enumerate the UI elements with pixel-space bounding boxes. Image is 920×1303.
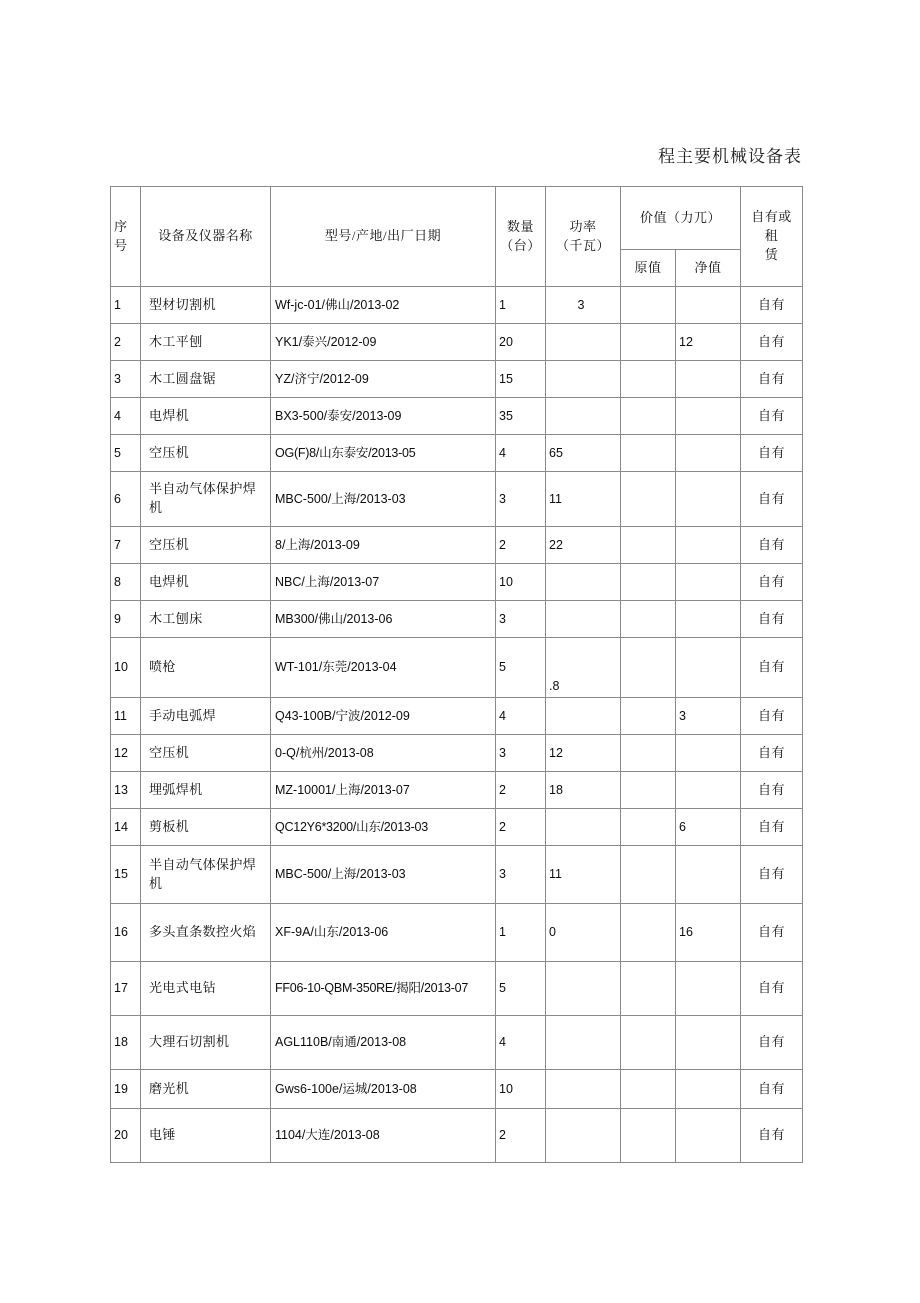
table-row xyxy=(111,435,803,472)
cell-value-net xyxy=(676,1109,741,1163)
cell-model: MZ-10001/上海/2013-07 xyxy=(271,772,496,809)
table-row xyxy=(111,698,803,735)
column-header-value-original: 原值 xyxy=(621,250,676,287)
table-row xyxy=(111,564,803,601)
cell-no: 7 xyxy=(111,527,141,564)
cell-no: 4 xyxy=(111,398,141,435)
cell-power: .8 xyxy=(546,638,621,698)
cell-model: YK1/泰兴/2012-09 xyxy=(271,324,496,361)
cell-name: 剪板机 xyxy=(141,809,271,846)
cell-quantity: 3 xyxy=(496,472,546,527)
column-header-value-net: 净值 xyxy=(676,250,741,287)
cell-quantity: 5 xyxy=(496,638,546,698)
cell-ownership: 自有 xyxy=(741,1016,803,1070)
cell-ownership: 自有 xyxy=(741,324,803,361)
cell-name: 大理石切割机 xyxy=(141,1016,271,1070)
cell-no: 12 xyxy=(111,735,141,772)
cell-name: 半自动气体保护焊机 xyxy=(141,846,271,904)
cell-value-net xyxy=(676,846,741,904)
cell-model: 0-Q/杭州/2013-08 xyxy=(271,735,496,772)
cell-value-original xyxy=(621,772,676,809)
cell-value-net xyxy=(676,638,741,698)
cell-value-original xyxy=(621,735,676,772)
table-row xyxy=(111,735,803,772)
cell-quantity: 2 xyxy=(496,809,546,846)
cell-ownership: 自有 xyxy=(741,809,803,846)
cell-value-net xyxy=(676,361,741,398)
cell-model: MBC-500/上海/2013-03 xyxy=(271,472,496,527)
cell-value-net: 12 xyxy=(676,324,741,361)
cell-value-net: 6 xyxy=(676,809,741,846)
cell-ownership: 自有 xyxy=(741,601,803,638)
cell-value-original xyxy=(621,809,676,846)
cell-value-original xyxy=(621,1109,676,1163)
cell-model: Gws6-100e/运城/2013-08 xyxy=(271,1070,496,1109)
cell-no: 20 xyxy=(111,1109,141,1163)
cell-quantity: 2 xyxy=(496,772,546,809)
cell-power: 11 xyxy=(546,472,621,527)
column-header-quantity-line2: （台） xyxy=(500,237,541,253)
table-row xyxy=(111,1109,803,1163)
cell-power xyxy=(546,1016,621,1070)
cell-power: 65 xyxy=(546,435,621,472)
cell-no: 1 xyxy=(111,287,141,324)
table-row xyxy=(111,962,803,1016)
cell-model: WT-101/东莞/2013-04 xyxy=(271,638,496,698)
cell-model: NBC/上海/2013-07 xyxy=(271,564,496,601)
table-row xyxy=(111,472,803,527)
table-row xyxy=(111,601,803,638)
cell-quantity: 3 xyxy=(496,735,546,772)
cell-name: 多头直条数控火焰 xyxy=(141,904,271,962)
cell-no: 13 xyxy=(111,772,141,809)
cell-name: 埋弧焊机 xyxy=(141,772,271,809)
cell-model: YZ/济宁/2012-09 xyxy=(271,361,496,398)
table-row xyxy=(111,846,803,904)
cell-value-original xyxy=(621,472,676,527)
cell-value-net xyxy=(676,472,741,527)
column-header-name: 设备及仪器名称 xyxy=(141,187,271,287)
cell-power xyxy=(546,398,621,435)
cell-no: 17 xyxy=(111,962,141,1016)
table-header xyxy=(111,187,803,287)
column-header-quantity xyxy=(496,187,546,287)
cell-model: FF06-10-QBM-350RE/揭阳/2013-07 xyxy=(271,962,496,1016)
cell-value-net xyxy=(676,1070,741,1109)
cell-power xyxy=(546,1109,621,1163)
cell-value-net xyxy=(676,735,741,772)
cell-quantity: 10 xyxy=(496,1070,546,1109)
cell-no: 3 xyxy=(111,361,141,398)
column-header-quantity-line1: 数量 xyxy=(506,218,534,234)
cell-model: 8/上海/2013-09 xyxy=(271,527,496,564)
cell-quantity: 1 xyxy=(496,287,546,324)
cell-quantity: 5 xyxy=(496,962,546,1016)
cell-ownership: 自有 xyxy=(741,564,803,601)
cell-quantity: 35 xyxy=(496,398,546,435)
cell-power: 12 xyxy=(546,735,621,772)
cell-model: XF-9A/山东/2013-06 xyxy=(271,904,496,962)
column-header-power-line2: （千瓦） xyxy=(555,237,610,253)
cell-quantity: 1 xyxy=(496,904,546,962)
cell-ownership: 自有 xyxy=(741,361,803,398)
cell-value-net xyxy=(676,527,741,564)
column-header-model: 型号/产地/出厂日期 xyxy=(271,187,496,287)
equipment-table xyxy=(110,186,803,1163)
cell-name: 磨光机 xyxy=(141,1070,271,1109)
cell-no: 14 xyxy=(111,809,141,846)
cell-power: 0 xyxy=(546,904,621,962)
cell-name: 型材切割机 xyxy=(141,287,271,324)
cell-value-original xyxy=(621,398,676,435)
cell-power xyxy=(546,564,621,601)
cell-no: 9 xyxy=(111,601,141,638)
table-row xyxy=(111,527,803,564)
cell-no: 18 xyxy=(111,1016,141,1070)
cell-model: MBC-500/上海/2013-03 xyxy=(271,846,496,904)
table-header-row-main xyxy=(111,187,803,250)
cell-power: 11 xyxy=(546,846,621,904)
cell-no: 6 xyxy=(111,472,141,527)
cell-quantity: 3 xyxy=(496,846,546,904)
cell-power xyxy=(546,809,621,846)
cell-name: 喷枪 xyxy=(141,638,271,698)
cell-power xyxy=(546,601,621,638)
cell-value-original xyxy=(621,564,676,601)
cell-quantity: 15 xyxy=(496,361,546,398)
cell-name: 木工刨床 xyxy=(141,601,271,638)
cell-power xyxy=(546,698,621,735)
cell-power xyxy=(546,1070,621,1109)
cell-value-net xyxy=(676,772,741,809)
column-header-ownership xyxy=(741,187,803,287)
cell-value-original xyxy=(621,698,676,735)
cell-quantity: 2 xyxy=(496,527,546,564)
cell-quantity: 10 xyxy=(496,564,546,601)
cell-value-original xyxy=(621,1016,676,1070)
cell-name: 空压机 xyxy=(141,735,271,772)
cell-value-original xyxy=(621,1070,676,1109)
cell-ownership: 自有 xyxy=(741,472,803,527)
cell-no: 16 xyxy=(111,904,141,962)
cell-value-net: 3 xyxy=(676,698,741,735)
cell-value-original xyxy=(621,361,676,398)
cell-ownership: 自有 xyxy=(741,962,803,1016)
cell-ownership: 自有 xyxy=(741,435,803,472)
cell-value-net xyxy=(676,601,741,638)
cell-quantity: 4 xyxy=(496,698,546,735)
cell-value-original xyxy=(621,287,676,324)
cell-name: 手动电弧焊 xyxy=(141,698,271,735)
cell-quantity: 4 xyxy=(496,435,546,472)
cell-model: MB300/佛山/2013-06 xyxy=(271,601,496,638)
table-row xyxy=(111,398,803,435)
cell-name: 空压机 xyxy=(141,435,271,472)
cell-ownership: 自有 xyxy=(741,1070,803,1109)
table-row xyxy=(111,1070,803,1109)
cell-power xyxy=(546,962,621,1016)
table-row xyxy=(111,1016,803,1070)
cell-model: AGL110B/南通/2013-08 xyxy=(271,1016,496,1070)
cell-value-original xyxy=(621,435,676,472)
cell-quantity: 3 xyxy=(496,601,546,638)
cell-value-original xyxy=(621,324,676,361)
table-row xyxy=(111,904,803,962)
cell-ownership: 自有 xyxy=(741,772,803,809)
cell-model: OG(F)8/山东泰安/2013-05 xyxy=(271,435,496,472)
cell-power xyxy=(546,324,621,361)
cell-no: 2 xyxy=(111,324,141,361)
column-header-no: 序号 xyxy=(111,187,141,287)
cell-quantity: 20 xyxy=(496,324,546,361)
cell-ownership: 自有 xyxy=(741,846,803,904)
cell-value-net xyxy=(676,435,741,472)
cell-ownership: 自有 xyxy=(741,527,803,564)
cell-name: 木工圆盘锯 xyxy=(141,361,271,398)
cell-model: BX3-500/泰安/2013-09 xyxy=(271,398,496,435)
page-title: 程主要机械设备表 xyxy=(658,147,802,166)
cell-value-net xyxy=(676,1016,741,1070)
column-header-power xyxy=(546,187,621,287)
cell-name: 电焊机 xyxy=(141,398,271,435)
table-row xyxy=(111,287,803,324)
column-header-ownership-line1: 自有或租 xyxy=(751,209,792,244)
table-row xyxy=(111,324,803,361)
cell-power: 18 xyxy=(546,772,621,809)
cell-value-net xyxy=(676,398,741,435)
cell-value-original xyxy=(621,527,676,564)
table-row xyxy=(111,772,803,809)
cell-no: 15 xyxy=(111,846,141,904)
cell-value-original xyxy=(621,962,676,1016)
cell-value-original xyxy=(621,904,676,962)
cell-quantity: 2 xyxy=(496,1109,546,1163)
column-header-ownership-line2: 赁 xyxy=(764,246,779,262)
cell-model: 1104/大连/2013-08 xyxy=(271,1109,496,1163)
cell-ownership: 自有 xyxy=(741,287,803,324)
cell-name: 木工平刨 xyxy=(141,324,271,361)
table-row xyxy=(111,638,803,698)
cell-ownership: 自有 xyxy=(741,904,803,962)
cell-power: 3 xyxy=(546,287,621,324)
cell-name: 电锤 xyxy=(141,1109,271,1163)
column-header-value-group: 价值（力兀） xyxy=(621,187,741,250)
cell-name: 电焊机 xyxy=(141,564,271,601)
cell-ownership: 自有 xyxy=(741,735,803,772)
cell-ownership: 自有 xyxy=(741,698,803,735)
cell-model: Q43-100B/宁波/2012-09 xyxy=(271,698,496,735)
cell-ownership: 自有 xyxy=(741,638,803,698)
column-header-power-line1: 功率 xyxy=(569,218,597,234)
cell-power: 22 xyxy=(546,527,621,564)
cell-quantity: 4 xyxy=(496,1016,546,1070)
cell-value-net xyxy=(676,287,741,324)
cell-no: 11 xyxy=(111,698,141,735)
cell-value-net xyxy=(676,962,741,1016)
cell-name: 空压机 xyxy=(141,527,271,564)
cell-value-net: 16 xyxy=(676,904,741,962)
cell-value-original xyxy=(621,601,676,638)
cell-ownership: 自有 xyxy=(741,1109,803,1163)
table-body xyxy=(111,287,803,1163)
cell-name: 半自动气体保护焊机 xyxy=(141,472,271,527)
cell-power xyxy=(546,361,621,398)
table-row xyxy=(111,361,803,398)
cell-value-original xyxy=(621,638,676,698)
cell-value-net xyxy=(676,564,741,601)
cell-ownership: 自有 xyxy=(741,398,803,435)
cell-no: 5 xyxy=(111,435,141,472)
table-row xyxy=(111,809,803,846)
cell-model: Wf-jc-01/佛山/2013-02 xyxy=(271,287,496,324)
cell-no: 8 xyxy=(111,564,141,601)
cell-no: 19 xyxy=(111,1070,141,1109)
cell-no: 10 xyxy=(111,638,141,698)
cell-model: QC12Y6*3200/山东/2013-03 xyxy=(271,809,496,846)
cell-name: 光电式电钻 xyxy=(141,962,271,1016)
cell-value-original xyxy=(621,846,676,904)
